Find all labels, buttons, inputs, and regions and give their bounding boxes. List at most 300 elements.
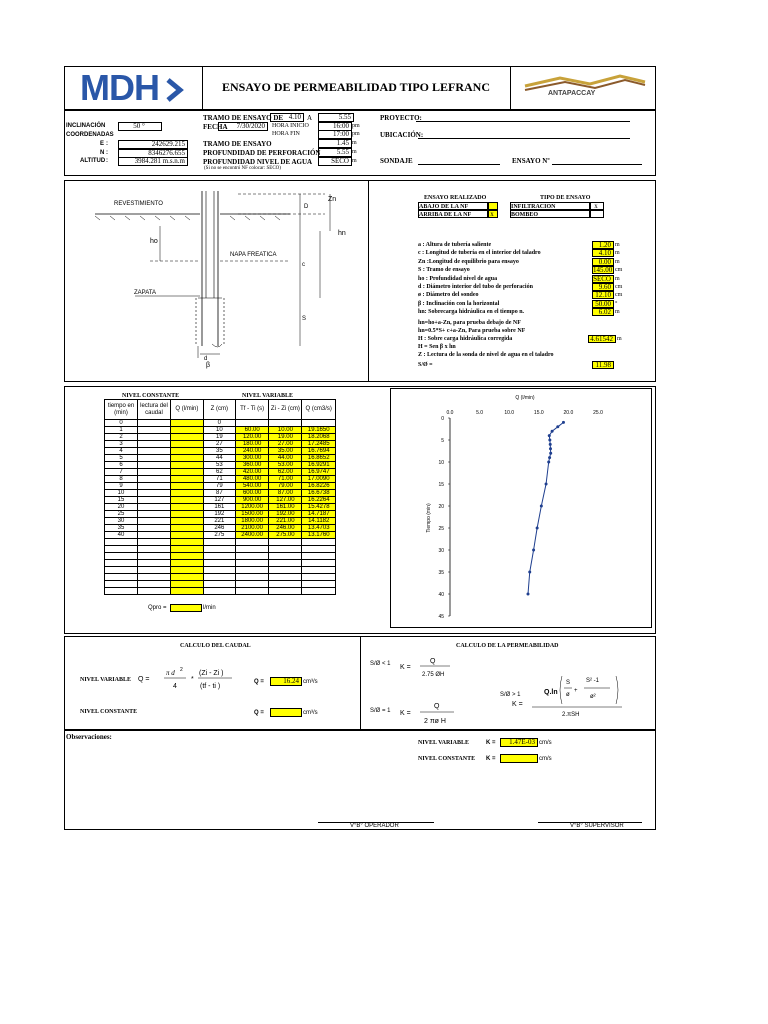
table-cell[interactable] (137, 483, 170, 490)
svg-text:(tf - ti ): (tf - ti ) (200, 683, 221, 690)
table-cell[interactable] (105, 588, 138, 595)
table-cell[interactable] (269, 420, 302, 427)
table-cell[interactable]: 79 (203, 483, 235, 490)
table-cell[interactable] (137, 567, 170, 574)
svg-text:K =: K = (400, 710, 411, 717)
table-row (105, 490, 336, 497)
table-cell[interactable]: 221.00 (269, 518, 302, 525)
antapaccay-logo-icon (520, 72, 650, 102)
sondaje-field[interactable] (418, 164, 500, 165)
table-cell[interactable]: 14.7187 (302, 511, 336, 518)
param-value-field[interactable]: SECO (592, 275, 614, 283)
svg-text:(Zi - Zi ): (Zi - Zi ) (199, 670, 224, 677)
table-cell[interactable] (137, 588, 170, 595)
table-cell[interactable]: 900.00 (235, 497, 269, 504)
tramo-to-field[interactable]: 5.55 (318, 113, 354, 122)
table-cell[interactable] (170, 588, 203, 595)
table-cell[interactable]: 87 (203, 490, 235, 497)
table-row (105, 518, 336, 525)
cond-equal-label: S/Ø = 1 (370, 708, 391, 714)
table-cell[interactable]: 15 (105, 497, 138, 504)
tramo-from-field[interactable]: 4.10 (270, 113, 304, 122)
table-cell[interactable] (269, 546, 302, 553)
h-corr-field[interactable]: 4.61542 (588, 335, 616, 343)
table-cell[interactable] (170, 532, 203, 539)
table-cell[interactable] (170, 511, 203, 518)
table-cell[interactable] (170, 560, 203, 567)
table-cell[interactable] (269, 560, 302, 567)
table-cell[interactable]: 600.00 (235, 490, 269, 497)
table-row-empty (105, 539, 336, 546)
svg-text:2.πSH: 2.πSH (562, 712, 580, 718)
svg-text:Q.ln: Q.ln (544, 689, 558, 696)
table-cell[interactable] (105, 546, 138, 553)
infiltracion-label: INFILTRACION (511, 204, 556, 210)
table-cell[interactable]: 1800.00 (235, 518, 269, 525)
table-cell[interactable]: 44.00 (269, 455, 302, 462)
svg-text:2.75 ØH: 2.75 ØH (422, 672, 445, 678)
table-cell[interactable] (137, 427, 170, 434)
table-cell[interactable]: 53 (203, 462, 235, 469)
k-nivel-variable-label: NIVEL VARIABLE (418, 740, 469, 746)
table-cell[interactable]: 10 (203, 427, 235, 434)
svg-text:*: * (191, 676, 194, 683)
zn-dim-label: Zn (328, 196, 337, 203)
param-unit: m (615, 275, 620, 282)
table-cell[interactable] (302, 574, 336, 581)
table-cell[interactable]: 8 (105, 476, 138, 483)
ensayo-n-field[interactable] (552, 164, 642, 165)
table-cell[interactable]: 13.4703 (302, 525, 336, 532)
s-phi-field[interactable]: 11.98 (592, 361, 614, 369)
altitud-field[interactable]: 3984.281 m.s.n.m (118, 157, 188, 166)
arriba-nf-checkbox[interactable]: x (488, 210, 498, 218)
svg-text:Q: Q (434, 703, 440, 710)
ubicacion-field[interactable] (418, 138, 630, 139)
table-cell[interactable] (269, 588, 302, 595)
logo-text: MDH (80, 67, 159, 108)
y-tick-label: 25 (438, 526, 444, 532)
table-row (105, 483, 336, 490)
caudal-nivel-constante-label: NIVEL CONSTANTE (80, 709, 138, 715)
table-cell[interactable] (235, 567, 269, 574)
data-point (548, 434, 551, 437)
table-cell[interactable] (269, 539, 302, 546)
table-cell[interactable]: 540.00 (235, 483, 269, 490)
proyecto-label: PROYECTO: (380, 114, 422, 122)
hn-note-1: hn=ho+a-Zn, para prueba debajo de NF (418, 320, 521, 326)
table-cell[interactable] (137, 462, 170, 469)
table-cell[interactable]: 127 (203, 497, 235, 504)
y-tick-label: 35 (438, 570, 444, 576)
col-tf: Tf - Ti (s) (240, 406, 265, 412)
table-cell[interactable]: 3 (105, 441, 138, 448)
table-cell[interactable]: 360.00 (235, 462, 269, 469)
table-cell[interactable]: 246 (203, 525, 235, 532)
table-row (105, 476, 336, 483)
svg-text:Q =: Q = (138, 676, 150, 683)
footer-section (64, 730, 656, 830)
table-cell[interactable] (269, 581, 302, 588)
hora-inicio-field[interactable]: 16:00 (318, 122, 352, 131)
table-cell[interactable] (302, 567, 336, 574)
table-cell[interactable] (203, 567, 235, 574)
table-cell[interactable]: 192 (203, 511, 235, 518)
table-cell[interactable]: 53.00 (269, 462, 302, 469)
svg-text:2 πø H: 2 πø H (424, 718, 446, 725)
table-cell[interactable] (137, 497, 170, 504)
table-cell[interactable]: 9 (105, 483, 138, 490)
table-cell[interactable] (203, 560, 235, 567)
table-row (105, 448, 336, 455)
table-cell[interactable] (105, 553, 138, 560)
data-point (549, 452, 552, 455)
table-cell[interactable]: 27.00 (269, 441, 302, 448)
k-variable-field[interactable]: 1.47E-03 (500, 738, 538, 747)
table-cell[interactable] (170, 483, 203, 490)
table-row (105, 455, 336, 462)
data-point (556, 425, 559, 428)
permeabilidad-title: CALCULO DE LA PERMEABILIDAD (456, 643, 559, 649)
table-cell[interactable]: 6 (105, 462, 138, 469)
q-constante-field[interactable] (270, 708, 302, 717)
table-cell[interactable] (170, 574, 203, 581)
table-cell[interactable]: 16.9747 (302, 469, 336, 476)
table-row-empty (105, 560, 336, 567)
table-cell[interactable]: 79.00 (269, 483, 302, 490)
table-row (105, 434, 336, 441)
q-label-variable: Q = (254, 679, 264, 685)
table-cell[interactable] (105, 539, 138, 546)
table-cell[interactable]: 10.00 (269, 427, 302, 434)
table-cell[interactable]: 16.7694 (302, 448, 336, 455)
table-cell[interactable] (203, 574, 235, 581)
coordenadas-label: COORDENADAS (66, 132, 114, 138)
table-cell[interactable] (235, 539, 269, 546)
table-cell[interactable] (203, 539, 235, 546)
table-cell[interactable] (170, 462, 203, 469)
prof-nivel-agua-unit: m (352, 158, 357, 164)
table-cell[interactable]: 2100.00 (235, 525, 269, 532)
x-tick-label: 15.0 (533, 410, 544, 416)
table-cell[interactable]: 0 (105, 420, 138, 427)
qpro-field[interactable] (170, 604, 202, 612)
table-cell[interactable]: 275.00 (269, 532, 302, 539)
table-cell[interactable] (203, 588, 235, 595)
table-cell[interactable] (137, 560, 170, 567)
table-cell[interactable]: 16.8652 (302, 455, 336, 462)
table-cell[interactable] (235, 546, 269, 553)
infiltracion-checkbox[interactable]: x (590, 202, 604, 210)
nf-note: (Si no se encontró NF colocar: SECO) (204, 166, 281, 171)
table-cell[interactable] (170, 427, 203, 434)
table-row (105, 469, 336, 476)
table-cell[interactable] (137, 581, 170, 588)
table-cell[interactable]: 221 (203, 518, 235, 525)
table-cell[interactable] (137, 434, 170, 441)
table-cell[interactable]: 87.00 (269, 490, 302, 497)
table-cell[interactable] (137, 448, 170, 455)
table-row-empty (105, 588, 336, 595)
table-cell[interactable]: 71 (203, 476, 235, 483)
table-cell[interactable] (137, 476, 170, 483)
table-cell[interactable]: 18.2068 (302, 434, 336, 441)
table-cell[interactable] (302, 588, 336, 595)
fecha-field[interactable]: 7/30/2020 (218, 122, 268, 131)
table-cell[interactable] (137, 546, 170, 553)
table-cell[interactable]: 192.00 (269, 511, 302, 518)
table-cell[interactable]: 2 (105, 434, 138, 441)
table-cell[interactable] (170, 497, 203, 504)
table-cell[interactable]: 44 (203, 455, 235, 462)
table-cell[interactable]: 240.00 (235, 448, 269, 455)
table-cell[interactable]: 120.00 (235, 434, 269, 441)
hora-inicio-unit: pm (352, 123, 360, 129)
param-value-field[interactable]: 145.00 (593, 266, 613, 275)
altitud-label: ALTITUD (80, 158, 106, 164)
table-cell[interactable] (302, 539, 336, 546)
table-cell[interactable]: 27 (203, 441, 235, 448)
table-cell[interactable] (235, 560, 269, 567)
table-cell[interactable] (203, 581, 235, 588)
table-cell[interactable] (105, 567, 138, 574)
col-lectura: lectura del caudal (140, 402, 168, 416)
table-cell[interactable] (137, 553, 170, 560)
table-cell[interactable]: 30 (105, 518, 138, 525)
table-row (105, 532, 336, 539)
x-tick-label: 25.0 (593, 410, 603, 416)
table-cell[interactable] (235, 574, 269, 581)
table-cell[interactable] (137, 539, 170, 546)
hora-fin-unit: pm (352, 131, 360, 137)
table-cell[interactable]: 62.00 (269, 469, 302, 476)
table-cell[interactable] (170, 539, 203, 546)
fecha-label: FECHA (203, 123, 228, 131)
param-value-field[interactable]: 9.60 (592, 283, 614, 291)
table-cell[interactable]: 180.00 (235, 441, 269, 448)
table-cell[interactable] (235, 420, 269, 427)
ensayo-row-2 (418, 210, 488, 218)
table-cell[interactable]: 16.8226 (302, 483, 336, 490)
caudal-title: CALCULO DEL CAUDAL (180, 643, 251, 649)
table-cell[interactable]: 1500.00 (235, 511, 269, 518)
table-cell[interactable]: 0 (203, 420, 235, 427)
inclinacion-label: INCLINACIÓN (66, 123, 106, 129)
table-cell[interactable]: 19 (203, 434, 235, 441)
table-cell[interactable]: 17.2485 (302, 441, 336, 448)
table-cell[interactable] (170, 518, 203, 525)
q-variable-unit: cm³/s (303, 679, 318, 685)
c-dim-label: c (302, 262, 305, 268)
table-cell[interactable]: 35.00 (269, 448, 302, 455)
table-cell[interactable]: 35 (105, 525, 138, 532)
table-cell[interactable] (235, 588, 269, 595)
proyecto-field[interactable] (416, 121, 630, 122)
table-cell[interactable] (170, 455, 203, 462)
x-tick-label: 5.0 (476, 410, 484, 416)
svg-text:K =: K = (512, 701, 523, 708)
table-cell[interactable]: 19.1650 (302, 427, 336, 434)
table-cell[interactable] (137, 532, 170, 539)
x-tick-label: 20.0 (563, 410, 574, 416)
table-cell[interactable]: 2400.00 (235, 532, 269, 539)
abajo-nf-checkbox[interactable] (488, 202, 498, 210)
table-cell[interactable] (105, 574, 138, 581)
svg-text:4: 4 (173, 683, 177, 690)
table-cell[interactable]: 19.00 (269, 434, 302, 441)
table-cell[interactable] (137, 504, 170, 511)
table-row (105, 427, 336, 434)
table-cell[interactable]: 16.9291 (302, 462, 336, 469)
table-cell[interactable] (170, 546, 203, 553)
prof-nivel-agua-field[interactable]: SECO (318, 157, 352, 166)
h-corr-label: H : Sobre carga hidráulica corregida (418, 336, 513, 342)
table-cell[interactable] (137, 441, 170, 448)
k-constante-field[interactable] (500, 754, 538, 763)
param-label: Zn :Longitud de equilibrio para ensayo (418, 258, 519, 265)
bombeo-checkbox[interactable] (590, 210, 604, 218)
table-cell[interactable]: 161 (203, 504, 235, 511)
e-coordinate-field[interactable]: 242629.215 (118, 140, 188, 149)
param-value-field[interactable]: 50.00 (592, 300, 614, 308)
table-cell[interactable]: 480.00 (235, 476, 269, 483)
table-cell[interactable] (137, 511, 170, 518)
ensayo-row-1 (418, 202, 488, 210)
table-cell[interactable] (170, 448, 203, 455)
table-cell[interactable] (235, 553, 269, 560)
table-cell[interactable] (137, 525, 170, 532)
q-variable-field[interactable]: 16.24 (270, 677, 302, 686)
param-value-field[interactable]: 0.00 (592, 258, 614, 266)
table-cell[interactable] (170, 476, 203, 483)
data-point (548, 456, 551, 459)
param-unit: ° (615, 300, 618, 307)
col-tiempo: tiempo en (min) (107, 402, 135, 416)
k-label-constante: K = (486, 756, 496, 762)
col-q2: Q (cm3/s) (305, 406, 332, 412)
data-point (527, 593, 530, 596)
table-cell[interactable]: 16.6738 (302, 490, 336, 497)
table-row-empty (105, 546, 336, 553)
table-cell[interactable] (105, 581, 138, 588)
table-cell[interactable]: 71.00 (269, 476, 302, 483)
data-point (548, 439, 551, 442)
table-cell[interactable]: 1 (105, 427, 138, 434)
table-cell[interactable]: 15.4278 (302, 504, 336, 511)
table-cell[interactable]: 127.00 (269, 497, 302, 504)
table-cell[interactable]: 60.00 (235, 427, 269, 434)
inclinacion-field[interactable]: 50 ° (118, 122, 162, 131)
table-cell[interactable] (302, 553, 336, 560)
table-cell[interactable]: 10 (105, 490, 138, 497)
table-cell[interactable]: 275 (203, 532, 235, 539)
table-cell[interactable] (170, 420, 203, 427)
table-row-empty (105, 574, 336, 581)
table-cell[interactable]: 5 (105, 455, 138, 462)
table-cell[interactable]: 25 (105, 511, 138, 518)
tramo-ensayo-field[interactable]: 1.45 (318, 139, 352, 148)
table-cell[interactable] (302, 546, 336, 553)
table-cell[interactable]: 17.0090 (302, 476, 336, 483)
table-cell[interactable] (235, 581, 269, 588)
table-cell[interactable]: 13.1760 (302, 532, 336, 539)
table-cell[interactable]: 14.1182 (302, 518, 336, 525)
table-cell[interactable] (170, 504, 203, 511)
y-tick-label: 45 (438, 614, 444, 620)
table-cell[interactable] (203, 553, 235, 560)
table-cell[interactable] (137, 518, 170, 525)
table-cell[interactable] (203, 546, 235, 553)
param-unit: cm (615, 284, 623, 290)
operador-label: V°B° OPERADOR (350, 823, 399, 829)
h-corr-unit: m (617, 336, 622, 342)
table-cell[interactable]: 246.00 (269, 525, 302, 532)
param-unit: m (615, 309, 620, 316)
svg-text:2: 2 (180, 667, 183, 673)
param-value-field[interactable]: 12.10 (592, 291, 614, 299)
table-cell[interactable] (302, 581, 336, 588)
measurements-table (104, 399, 336, 595)
table-cell[interactable]: 35 (203, 448, 235, 455)
table-cell[interactable] (170, 490, 203, 497)
table-row-empty (105, 581, 336, 588)
table-cell[interactable] (170, 525, 203, 532)
svg-text:ø²: ø² (590, 694, 596, 700)
param-value-field[interactable]: 4.10 (592, 249, 614, 257)
prof-perforacion-field[interactable]: 5.55 (318, 148, 352, 157)
table-cell[interactable] (170, 441, 203, 448)
table-cell[interactable]: 62 (203, 469, 235, 476)
table-cell[interactable] (137, 574, 170, 581)
n-coordinate-field[interactable]: 8346276.655 (118, 149, 188, 158)
cond-less-label: S/Ø < 1 (370, 661, 391, 667)
table-cell[interactable] (302, 420, 336, 427)
table-cell[interactable] (137, 420, 170, 427)
table-cell[interactable]: 4 (105, 448, 138, 455)
table-cell[interactable]: 1200.00 (235, 504, 269, 511)
table-cell[interactable]: 300.00 (235, 455, 269, 462)
tipo-row-1 (510, 202, 590, 210)
table-cell[interactable]: 7 (105, 469, 138, 476)
table-cell[interactable] (105, 560, 138, 567)
table-cell[interactable]: 420.00 (235, 469, 269, 476)
table-cell[interactable] (170, 434, 203, 441)
table-cell[interactable]: 40 (105, 532, 138, 539)
table-cell[interactable] (269, 574, 302, 581)
table-cell[interactable]: 161.00 (269, 504, 302, 511)
svg-text:S: S (566, 680, 571, 686)
table-cell[interactable] (137, 455, 170, 462)
table-cell[interactable] (170, 469, 203, 476)
table-cell[interactable] (170, 553, 203, 560)
table-cell[interactable] (269, 553, 302, 560)
page-title: ENSAYO DE PERMEABILIDAD TIPO LEFRANC (221, 80, 491, 94)
table-cell[interactable] (269, 567, 302, 574)
table-cell[interactable]: 20 (105, 504, 138, 511)
table-cell[interactable] (302, 560, 336, 567)
param-value-field[interactable]: 6.02 (592, 308, 614, 316)
param-value-field[interactable]: 1.20 (592, 241, 614, 249)
param-unit: cm (615, 292, 623, 299)
param-unit: m (615, 250, 620, 257)
table-cell[interactable] (170, 581, 203, 588)
param-label: d : Diámetro interior del tubo de perforación (418, 284, 533, 290)
table-cell[interactable] (137, 469, 170, 476)
table-cell[interactable]: 16.2264 (302, 497, 336, 504)
table-cell[interactable] (137, 490, 170, 497)
hora-fin-field[interactable]: 17:00 (318, 130, 352, 139)
table-cell[interactable] (170, 567, 203, 574)
